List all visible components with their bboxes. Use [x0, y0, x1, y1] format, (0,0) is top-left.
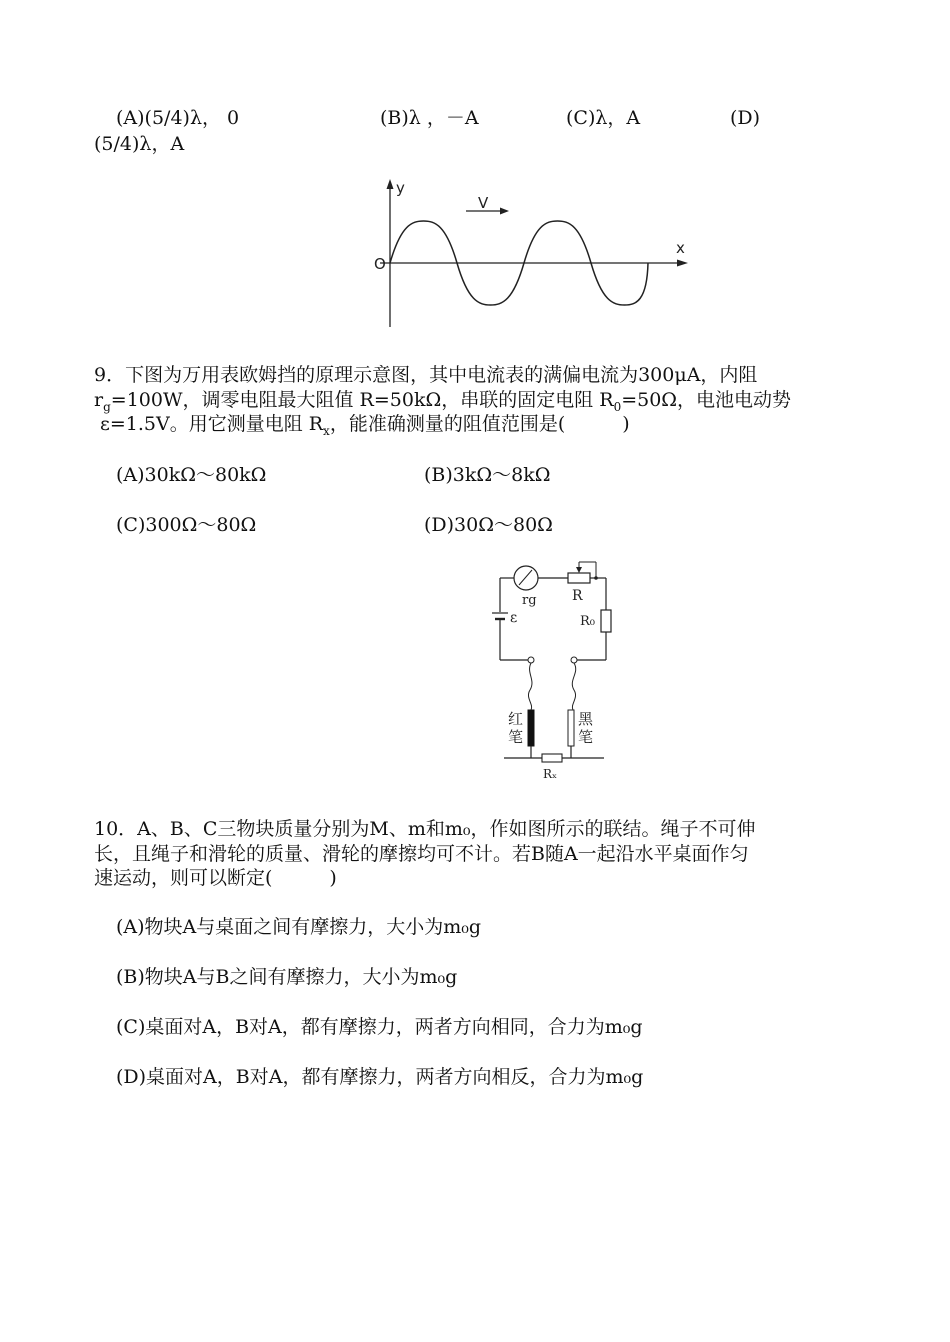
q9-text-line-3-start: ε=1.5V。用它测量电阻 R	[100, 413, 324, 435]
r0-label: R₀	[580, 614, 595, 629]
q10-option-d: (D)桌面对A，B对A，都有摩擦力，两者方向相反，合力为m₀g	[116, 1066, 644, 1088]
velocity-label: V	[478, 194, 489, 212]
x-axis-label: x	[676, 239, 685, 257]
q10-option-b: (B)物块A与B之间有摩擦力，大小为m₀g	[116, 966, 458, 988]
red-pen-label-1: 红	[508, 710, 524, 728]
black-terminal-icon	[571, 657, 577, 663]
q8-option-a: (A)(5/4)λ， 0	[116, 107, 240, 129]
q9-rx-sub: x	[323, 423, 330, 438]
q9-option-d: (D)30Ω～80Ω	[424, 514, 553, 536]
black-pen-label-1: 黑	[578, 710, 594, 728]
q10-text-line-1: 10．A、B、C三物块质量分别为M、m和m₀，作如图所示的联结。绳子不可伸	[94, 818, 756, 840]
red-pen-label-2: 笔	[508, 728, 524, 746]
q9-option-c: (C)300Ω～80Ω	[116, 514, 257, 536]
q8-option-d-label: (D)	[730, 107, 761, 129]
ohmmeter-circuit-figure	[494, 558, 634, 788]
q10-option-a: (A)物块A与桌面之间有摩擦力，大小为m₀g	[116, 916, 482, 938]
q10-option-c: (C)桌面对A，B对A，都有摩擦力，两者方向相同，合力为m₀g	[116, 1016, 643, 1038]
black-pen-icon	[568, 710, 574, 746]
rg-label: rg	[522, 593, 537, 608]
q10-text-line-3: 速运动，则可以断定( )	[94, 867, 337, 889]
q8-option-b: (B)λ ，－A	[380, 107, 479, 129]
q9-rg-r: r	[94, 389, 104, 411]
q9-rg-sub: g	[103, 399, 111, 414]
origin-label: O	[374, 255, 386, 273]
red-terminal-icon	[528, 657, 534, 663]
fixed-resistor-icon	[601, 610, 611, 632]
velocity-arrow-head-icon	[500, 208, 509, 215]
q8-option-c: (C)λ，A	[566, 107, 641, 129]
q9-text-line-3	[100, 412, 630, 443]
emf-label: ε	[510, 610, 518, 626]
q9-r0-sub: 0	[613, 399, 622, 414]
red-pen-icon	[528, 710, 534, 746]
wave-figure	[370, 175, 700, 335]
rx-resistor-icon	[542, 754, 562, 762]
r-label: R	[572, 588, 583, 604]
q9-option-a: (A)30kΩ～80kΩ	[116, 464, 267, 486]
black-pen-label-2: 笔	[578, 728, 594, 746]
q9-option-b: (B)3kΩ～8kΩ	[424, 464, 551, 486]
rx-label: Rₓ	[543, 767, 558, 781]
y-axis-arrow-icon	[387, 179, 394, 189]
q9-text-line-2-end: =50Ω，电池电动势	[621, 389, 792, 411]
q9-text-line-1: 9．下图为万用表欧姆挡的原理示意图，其中电流表的满偏电流为300μA，内阻	[94, 364, 758, 386]
q9-text-line-3-end: ，能准确测量的阻值范围是( )	[329, 413, 630, 435]
q9-text-line-2-mid: =100W，调零电阻最大阻值 R=50kΩ，串联的固定电阻 R	[110, 389, 614, 411]
galvanometer-icon	[514, 566, 538, 590]
q8-option-d-value: (5/4)λ，A	[94, 133, 185, 155]
variable-resistor-icon	[568, 573, 590, 583]
x-axis-arrow-icon	[677, 260, 688, 267]
q10-text-line-2: 长，且绳子和滑轮的质量、滑轮的摩擦均可不计。若B随A一起沿水平桌面作匀	[94, 843, 749, 865]
y-axis-label: y	[396, 179, 405, 197]
